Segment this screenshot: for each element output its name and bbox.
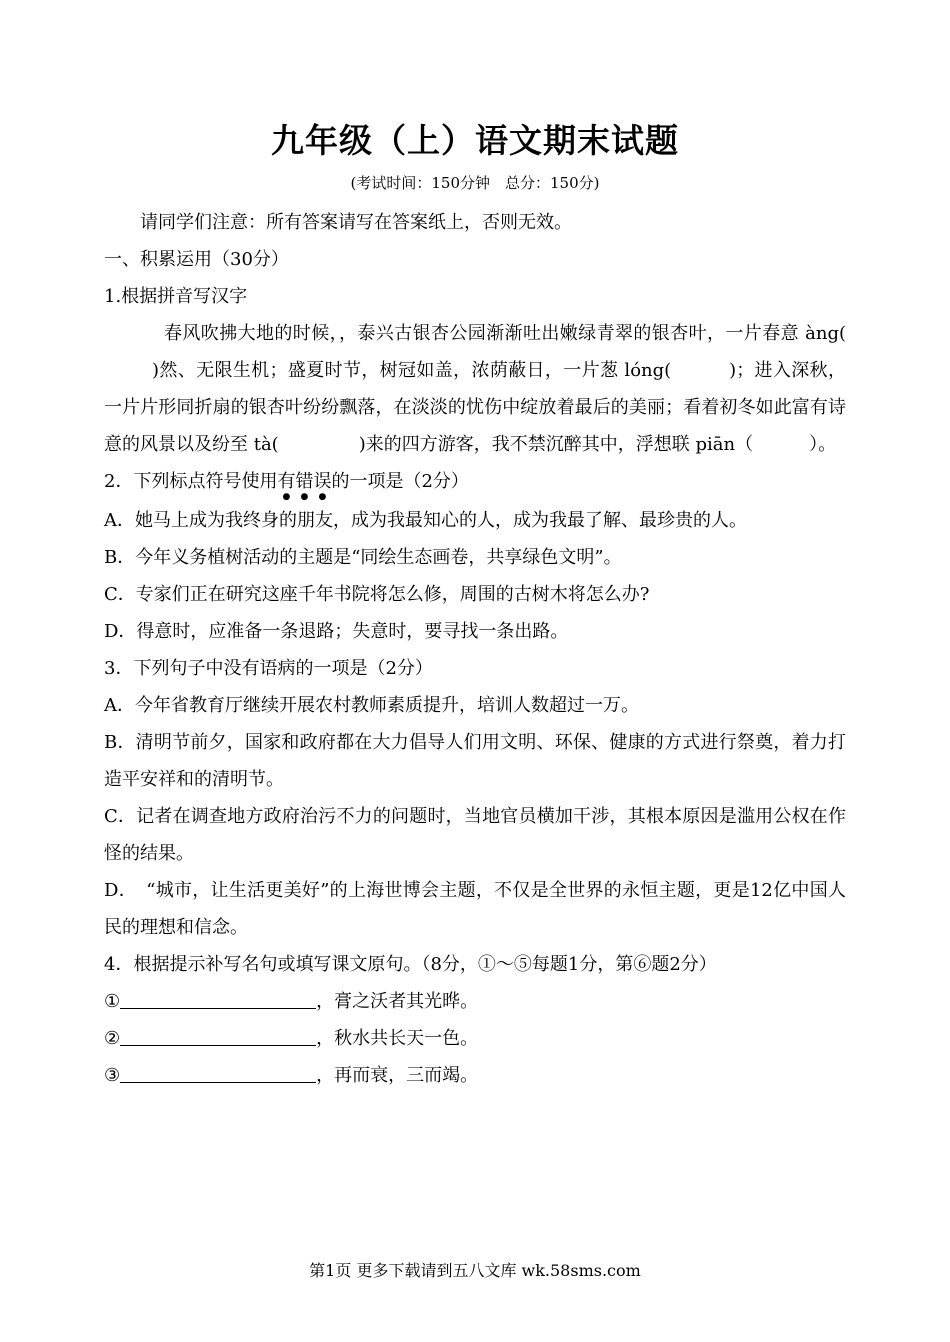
q2-emphasis: 有错误 <box>277 471 332 492</box>
item-text: ，秋水共长天一色。 <box>316 1028 479 1049</box>
item-text: ，膏之沃者其光晔。 <box>316 991 479 1012</box>
q2-stem-post: 的一项是（2分） <box>331 471 469 492</box>
q4-item <box>104 1057 846 1094</box>
q2-option-c: C．专家们正在研究这座千年书院将怎么修，周围的古树木将怎么办? <box>104 584 650 605</box>
fill-line[interactable] <box>120 1062 316 1083</box>
item-number: ③ <box>104 1065 121 1086</box>
q1-passage <box>104 315 846 463</box>
q1-text-c: )；进入深秋，一片片形同折扇的银杏叶纷纷飘落，在淡淡的忧伤中绽放着最后的美丽；看着初冬如此富有诗意的风景以及纷至 tà( <box>104 360 846 455</box>
q2-option-a: A．她马上成为我终身的朋友，成为我最知心的人，成为我最了解、最珍贵的人。 <box>104 510 747 531</box>
q3-option-a: A．今年省教育厅继续开展农村教师素质提升，培训人数超过一万。 <box>104 695 639 716</box>
q2-option-d: D．得意时，应准备一条退路；失意时，要寻找一条出路。 <box>104 621 569 642</box>
q3-option-d: D． “城市，让生活更美好”的上海世博会主题，不仅是全世界的永恒主题，更是12亿中国人民的理想和信念。 <box>104 880 846 938</box>
q2-option-b: B．今年义务植树活动的主题是“同绘生态画卷，共享绿色文明”。 <box>104 547 622 568</box>
fill-line[interactable] <box>120 1025 316 1046</box>
q1-text-b: )然、无限生机；盛夏时节，树冠如盖，浓荫蔽日，一片葱 lóng( <box>152 360 672 381</box>
q1-text-d: )来的四方游客，我不禁沉醉其中，浮想联 piān（ <box>358 434 754 455</box>
q2-stem <box>104 463 846 502</box>
exam-info: (考试时间：150分钟 总分：150分) <box>350 174 600 192</box>
exam-page <box>104 112 846 1094</box>
page-title: 九年级（上）语文期末试题 <box>271 121 679 160</box>
section-heading: 一、积累运用（30分） <box>104 249 289 270</box>
q3-stem: 3．下列句子中没有语病的一项是（2分） <box>104 658 433 679</box>
q1-heading: 1.根据拼音写汉字 <box>104 286 248 307</box>
q4-stem: 4．根据提示补写名句或填写课文原句。（8分，①～⑤每题1分，第⑥题2分） <box>104 954 717 975</box>
page-footer: 第1页 更多下载请到五八文库 wk.58sms.com <box>309 1261 641 1280</box>
q4-item <box>104 983 846 1020</box>
q3-option-b: B．清明节前夕，国家和政府都在大力倡导人们用文明、环保、健康的方式进行祭奠，着力打造平安祥和的清明节。 <box>104 732 846 790</box>
fill-line[interactable] <box>120 988 316 1009</box>
item-number: ② <box>104 1028 121 1049</box>
q3-option-c: C．记者在调查地方政府治污不力的问题时，当地官员横加干涉，其根本原因是滥用公权在作怪的结果。 <box>104 806 846 864</box>
notice: 请同学们注意：所有答案请写在答案纸上，否则无效。 <box>140 212 572 233</box>
item-number: ① <box>104 991 121 1012</box>
q2-stem-pre: 2．下列标点符号使用 <box>104 471 278 492</box>
q1-text-a: 春风吹拂大地的时候，，泰兴古银杏公园渐渐吐出嫩绿青翠的银杏叶，一片春意 àng( <box>164 323 846 344</box>
q4-item <box>104 1020 846 1057</box>
q1-text-e: ）。 <box>809 434 837 455</box>
item-text: ，再而衰，三而竭。 <box>316 1065 479 1086</box>
